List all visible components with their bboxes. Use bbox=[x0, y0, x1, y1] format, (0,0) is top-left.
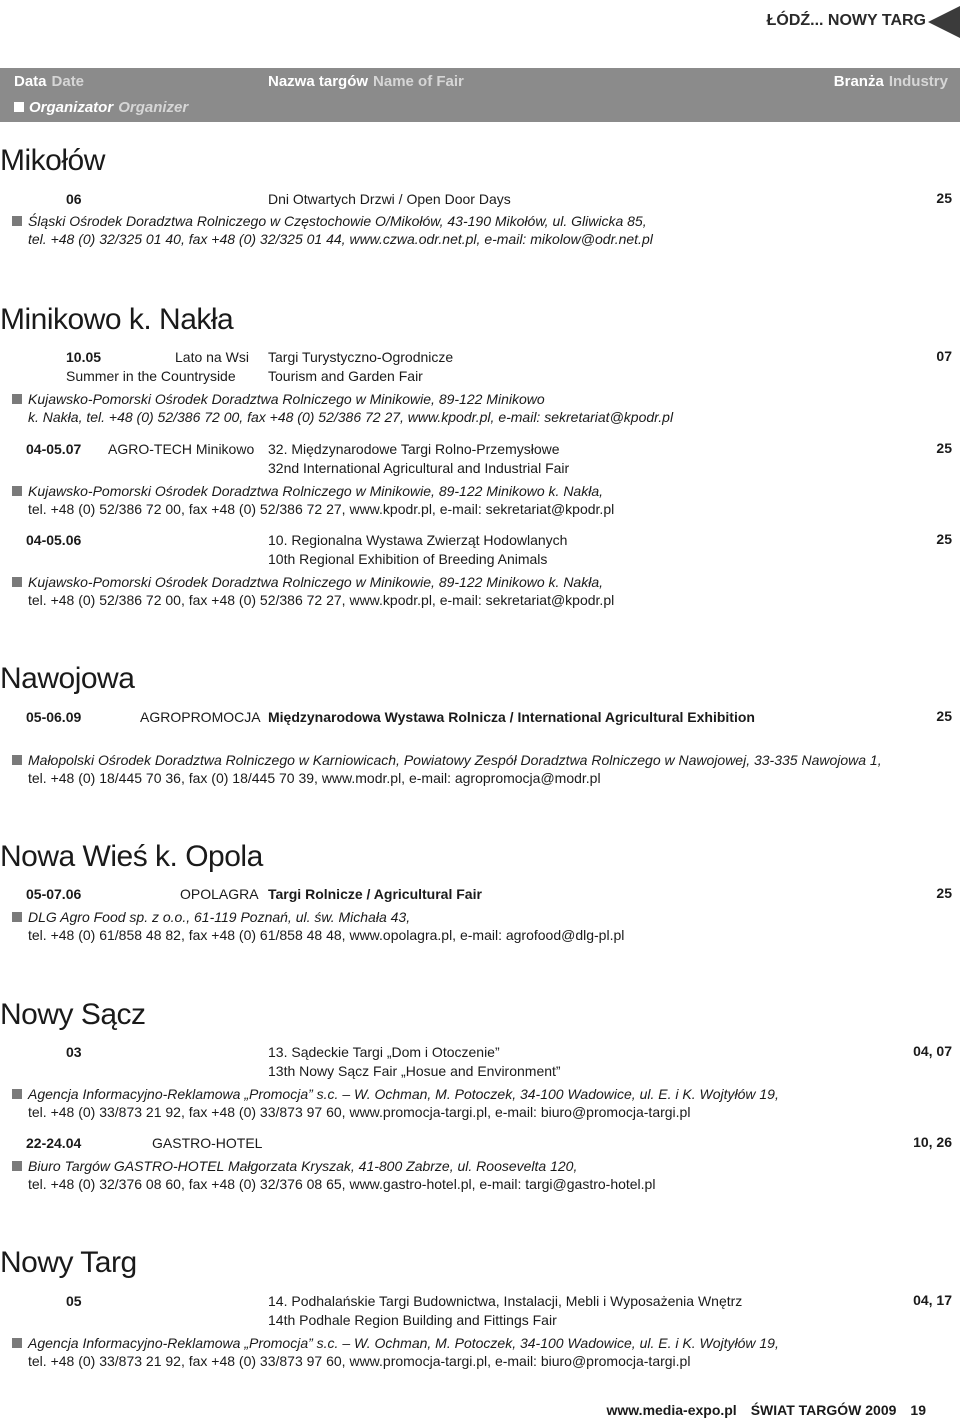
event-date: 04-05.07 bbox=[26, 441, 82, 457]
event-fair: 10. Regionalna Wystawa Zwierząt Hodowlanych bbox=[268, 532, 568, 548]
event-industry: 25 bbox=[936, 190, 952, 206]
event-industry: 25 bbox=[936, 440, 952, 456]
event-fair: Międzynarodowa Wystawa Rolnicza / International Agricultural Exhibition bbox=[268, 709, 755, 725]
event-name: AGROPROMOCJA bbox=[140, 709, 261, 725]
footer-site: www.media-expo.pl bbox=[606, 1402, 737, 1418]
event-fair-en: 13th Nowy Sącz Fair „Hosue and Environment” bbox=[268, 1063, 561, 1079]
square-bullet-icon bbox=[14, 102, 24, 112]
organizer-block: Agencja Informacyjno-Reklamowa „Promocja” s.c. – W. Ochman, M. Potoczek, 34-100 Wadowice, ul. E. i K. Wojtyłów 19, tel. +48 (0) 33/873 21 92, fax +48 (0) 33/873 97 60, www.promocja-targi.pl, e-mail: biuro@promocja-targi.pl bbox=[12, 1334, 779, 1370]
event-date: 10.05 bbox=[66, 349, 102, 365]
event-fair-en: 10th Regional Exhibition of Breeding Animals bbox=[268, 551, 548, 567]
event-industry: 25 bbox=[936, 708, 952, 724]
col-industry: Branża Industry bbox=[833, 73, 948, 90]
city-heading: Nowy Targ bbox=[0, 1246, 137, 1279]
organizer-block: Kujawsko-Pomorski Ośrodek Doradztwa Rolniczego w Minikowie, 89-122 Minikowo k. Nakła, tel. +48 (0) 52/386 72 00, fax +48 (0) 52/386 72 27, www.kpodr.pl, e-mail: sekretariat@kpodr.pl bbox=[12, 390, 673, 426]
city-heading: Nawojowa bbox=[0, 662, 135, 695]
event-fair: Dni Otwartych Drzwi / Open Door Days bbox=[268, 191, 511, 207]
city-heading: Minikowo k. Nakła bbox=[0, 303, 234, 336]
event-date: 05-06.09 bbox=[26, 709, 82, 725]
square-bullet-icon bbox=[12, 755, 22, 765]
event-name-en: Summer in the Countryside bbox=[66, 368, 236, 384]
footer-publication: ŚWIAT TARGÓW 2009 bbox=[750, 1402, 897, 1418]
event-fair: 14. Podhalańskie Targi Budownictwa, Instalacji, Mebli i Wyposażenia Wnętrz bbox=[268, 1293, 743, 1309]
event-fair: Targi Turystyczno-Ogrodnicze bbox=[268, 349, 454, 365]
city-heading: Nowy Sącz bbox=[0, 998, 146, 1031]
organizer-block: Agencja Informacyjno-Reklamowa „Promocja” s.c. – W. Ochman, M. Potoczek, 34-100 Wadowice, ul. E. i K. Wojtyłów 19, tel. +48 (0) 33/873 21 92, fax +48 (0) 33/873 97 60, www.promocja-targi.pl, e-mail: biuro@promocja-targi.pl bbox=[12, 1085, 779, 1121]
square-bullet-icon bbox=[12, 577, 22, 587]
event-name: GASTRO-HOTEL bbox=[152, 1135, 263, 1151]
square-bullet-icon bbox=[12, 216, 22, 226]
organizer-block: DLG Agro Food sp. z o.o., 61-119 Poznań, ul. św. Michała 43, tel. +48 (0) 61/858 48 82, fax +48 (0) 61/858 48 48, www.opolagra.pl, e-mail: agrofood@dlg-pl.pl bbox=[12, 908, 624, 944]
square-bullet-icon bbox=[12, 394, 22, 404]
event-fair-en: 14th Podhale Region Building and Fittings Fair bbox=[268, 1312, 557, 1328]
organizer-block: Małopolski Ośrodek Doradztwa Rolniczego w Karniowicach, Powiatowy Zespół Doradztwa Rolniczego w Nawojowej, 33-335 Nawojowa 1, tel. +48 (0) 18/445 70 36, fax (0) 18/445 70 39, www.modr.pl, e-mail: agropromocja@modr.pl bbox=[12, 751, 882, 787]
footer-page-number: 19 bbox=[910, 1402, 926, 1418]
event-fair: Targi Rolnicze / Agricultural Fair bbox=[268, 886, 482, 902]
square-bullet-icon bbox=[12, 1161, 22, 1171]
city-heading: Nowa Wieś k. Opola bbox=[0, 840, 263, 873]
col-fair: Nazwa targów Name of Fair bbox=[268, 73, 464, 90]
event-date: 06 bbox=[66, 191, 82, 207]
event-date: 05 bbox=[66, 1293, 82, 1309]
col-organizer: Organizator Organizer bbox=[14, 99, 188, 116]
event-date: 05-07.06 bbox=[26, 886, 82, 902]
square-bullet-icon bbox=[12, 1089, 22, 1099]
organizer-block: Biuro Targów GASTRO-HOTEL Małgorzata Kryszak, 41-800 Zabrze, ul. Roosevelta 120, tel. +48 (0) 32/376 08 60, fax +48 (0) 32/376 08 65, www.gastro-hotel.pl, e-mail: targi@gastro-hotel.pl bbox=[12, 1157, 655, 1193]
organizer-block: Kujawsko-Pomorski Ośrodek Doradztwa Rolniczego w Minikowie, 89-122 Minikowo k. Nakła, tel. +48 (0) 52/386 72 00, fax +48 (0) 52/386 72 27, www.kpodr.pl, e-mail: sekretariat@kpodr.pl bbox=[12, 482, 614, 518]
event-name: AGRO-TECH Minikowo bbox=[108, 441, 255, 457]
organizer-block: Kujawsko-Pomorski Ośrodek Doradztwa Rolniczego w Minikowie, 89-122 Minikowo k. Nakła, tel. +48 (0) 52/386 72 00, fax +48 (0) 52/386 72 27, www.kpodr.pl, e-mail: sekretariat@kpodr.pl bbox=[12, 573, 614, 609]
header-triangle-icon bbox=[928, 6, 960, 38]
event-fair: 32. Międzynarodowe Targi Rolno-Przemysłowe bbox=[268, 441, 560, 457]
event-date: 04-05.06 bbox=[26, 532, 82, 548]
event-name: Lato na Wsi bbox=[175, 349, 249, 365]
column-header-bar bbox=[0, 68, 960, 122]
city-heading: Mikołów bbox=[0, 144, 105, 177]
event-date: 22-24.04 bbox=[26, 1135, 82, 1151]
event-industry: 25 bbox=[936, 531, 952, 547]
event-industry: 04, 17 bbox=[913, 1292, 952, 1308]
event-industry: 25 bbox=[936, 885, 952, 901]
event-date: 03 bbox=[66, 1044, 82, 1060]
event-industry: 04, 07 bbox=[913, 1043, 952, 1059]
square-bullet-icon bbox=[12, 486, 22, 496]
event-fair: 13. Sądeckie Targi „Dom i Otoczenie” bbox=[268, 1044, 500, 1060]
square-bullet-icon bbox=[12, 912, 22, 922]
event-industry: 07 bbox=[936, 348, 952, 364]
event-fair-en: Tourism and Garden Fair bbox=[268, 368, 423, 384]
region-label: ŁÓDŹ... NOWY TARG bbox=[766, 12, 926, 29]
page-footer bbox=[593, 1402, 926, 1418]
organizer-block: Śląski Ośrodek Doradztwa Rolniczego w Częstochowie O/Mikołów, 43-190 Mikołów, ul. Gliwicka 85, tel. +48 (0) 32/325 01 40, fax +48 (0) 32/325 01 44, www.czwa.odr.net.pl, e-mail: mikolow@odr.net.pl bbox=[12, 212, 653, 248]
event-fair-en: 32nd International Agricultural and Industrial Fair bbox=[268, 460, 570, 476]
square-bullet-icon bbox=[12, 1338, 22, 1348]
col-date: Data Date bbox=[14, 73, 85, 90]
event-industry: 10, 26 bbox=[913, 1134, 952, 1150]
event-name: OPOLAGRA bbox=[180, 886, 259, 902]
